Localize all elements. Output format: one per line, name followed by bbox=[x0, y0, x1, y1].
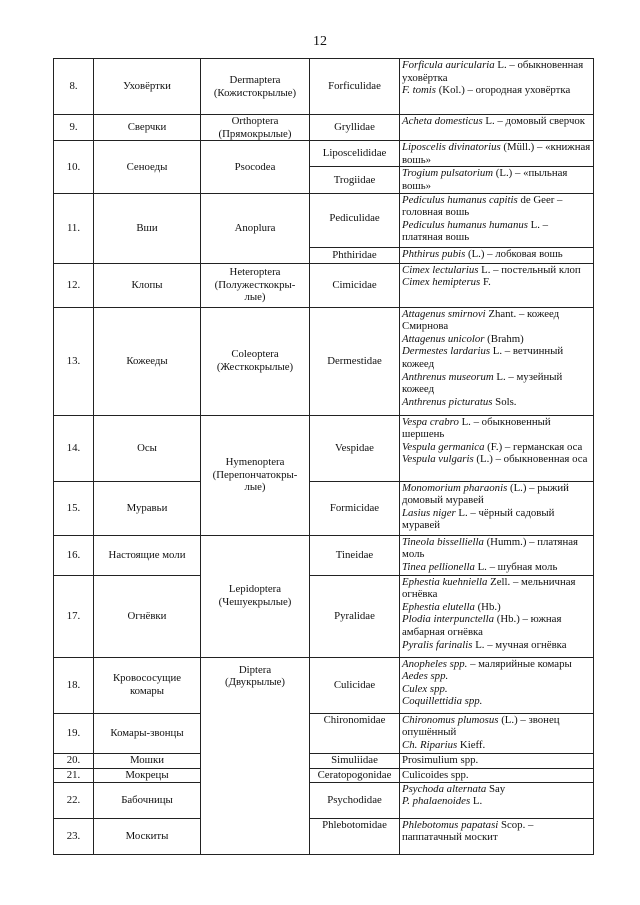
species-text: (Kol.) – огородная уховёртка bbox=[436, 84, 571, 97]
family-name: Liposcelididae bbox=[310, 141, 400, 167]
row-number: 19. bbox=[54, 713, 94, 753]
latin-name: Ch. Riparius bbox=[402, 738, 458, 751]
table-row bbox=[54, 59, 594, 115]
table-row bbox=[54, 782, 594, 818]
table-row bbox=[54, 818, 594, 854]
species-entry bbox=[402, 84, 591, 97]
species-entry bbox=[402, 248, 591, 261]
table-row bbox=[54, 307, 594, 415]
species-entry bbox=[402, 536, 591, 561]
species-text: (Hb.) bbox=[474, 600, 501, 613]
row-number: 15. bbox=[54, 481, 94, 535]
species-list bbox=[400, 481, 594, 535]
species-text: (L.) – звонец опушённый bbox=[402, 713, 560, 739]
latin-name: Chironomus plumosus bbox=[402, 713, 499, 726]
latin-name: Forficula auricularia bbox=[402, 59, 495, 71]
latin-name: Attagenus smirnovi bbox=[402, 307, 486, 320]
species-entry bbox=[402, 115, 591, 128]
table-row bbox=[54, 193, 594, 247]
species-entry bbox=[402, 371, 591, 396]
row-number: 9. bbox=[54, 115, 94, 141]
common-name: Комары-звонцы bbox=[94, 713, 201, 753]
latin-name: Pediculus humanus capitis bbox=[402, 193, 518, 206]
family-name: Gryllidae bbox=[310, 115, 400, 141]
table-row bbox=[54, 657, 594, 713]
family-name: Dermestidae bbox=[310, 307, 400, 415]
family-name: Psychodidae bbox=[310, 782, 400, 818]
latin-name: Vespula vulgaris bbox=[402, 453, 474, 466]
table-row bbox=[54, 141, 594, 167]
species-text: Sols. bbox=[492, 395, 517, 408]
species-list bbox=[400, 115, 594, 141]
latin-name: Attagenus unicolor bbox=[402, 332, 485, 345]
species-list bbox=[400, 753, 594, 768]
row-number: 12. bbox=[54, 263, 94, 307]
species-entry bbox=[402, 714, 591, 739]
table-row bbox=[54, 481, 594, 535]
row-number: 10. bbox=[54, 141, 94, 193]
family-name: Simuliidae bbox=[310, 753, 400, 768]
species-list bbox=[400, 307, 594, 415]
species-text: (Müll.) – «книжная вошь» bbox=[402, 141, 591, 166]
row-number: 22. bbox=[54, 782, 94, 818]
latin-name: Ephestia kuehniella bbox=[402, 575, 488, 588]
species-text: L. – обыкновенная уховёртка bbox=[402, 59, 584, 84]
species-text: (Brahm) bbox=[484, 332, 524, 345]
species-text: L. – ветчинный кожеед bbox=[402, 345, 564, 370]
species-text: L. bbox=[470, 795, 483, 808]
row-number: 14. bbox=[54, 415, 94, 481]
latin-name: Vespa crabro bbox=[402, 415, 459, 428]
table-row bbox=[54, 753, 594, 768]
latin-name: Tineola bisselliella bbox=[402, 535, 484, 548]
species-entry bbox=[402, 754, 591, 767]
common-name: Кровососущие комары bbox=[94, 657, 201, 713]
species-entry bbox=[402, 739, 591, 752]
species-text: (F.) – германская оса bbox=[484, 440, 583, 453]
species-text: Culicoides spp. bbox=[402, 768, 469, 781]
species-entry bbox=[402, 167, 591, 192]
species-text: L. – платяная вошь bbox=[402, 218, 549, 244]
species-text: Zhant. – кожеед Смирнова bbox=[402, 307, 560, 333]
common-name: Кожееды bbox=[94, 307, 201, 415]
family-name: Trogiidae bbox=[310, 167, 400, 193]
species-entry bbox=[402, 141, 591, 166]
species-list bbox=[400, 415, 594, 481]
family-name: Pyralidae bbox=[310, 575, 400, 657]
species-list bbox=[400, 575, 594, 657]
common-name: Мокрецы bbox=[94, 768, 201, 782]
latin-name: Lasius niger bbox=[402, 506, 456, 519]
species-list bbox=[400, 193, 594, 247]
order-name: Coleoptera (Жесткокрылые) bbox=[201, 307, 310, 415]
species-entry bbox=[402, 613, 591, 638]
order-name: Lepidoptera (Чешуекрылые) bbox=[201, 535, 310, 657]
species-text: L. – чёрный садовый муравей bbox=[402, 506, 555, 532]
row-number: 23. bbox=[54, 818, 94, 854]
species-entry bbox=[402, 683, 591, 696]
latin-name: Ephestia elutella bbox=[402, 600, 475, 613]
species-entry bbox=[402, 308, 591, 333]
species-text: (Hb.) – южная амбарная огнёвка bbox=[402, 613, 562, 638]
row-number: 20. bbox=[54, 753, 94, 768]
species-list bbox=[400, 59, 594, 115]
family-name: Formicidae bbox=[310, 481, 400, 535]
species-entry bbox=[402, 453, 591, 466]
latin-name: Acheta domesticus bbox=[402, 115, 483, 127]
species-entry bbox=[402, 276, 591, 289]
species-text: (L.) – лобковая вошь bbox=[465, 247, 563, 260]
species-list bbox=[400, 167, 594, 193]
order-name: Psocodea bbox=[201, 141, 310, 193]
species-list bbox=[400, 535, 594, 575]
species-list bbox=[400, 263, 594, 307]
species-text: – малярийные комары bbox=[467, 657, 572, 670]
species-entry bbox=[402, 819, 591, 844]
latin-name: Psychoda alternata bbox=[402, 782, 487, 795]
species-text: L. – музейный кожеед bbox=[402, 370, 563, 396]
species-text: Prosimulium spp. bbox=[402, 753, 479, 766]
latin-name: Tinea pellionella bbox=[402, 560, 475, 573]
species-text: (L.) – обыкновенная оса bbox=[473, 453, 588, 466]
latin-name: F. tomis bbox=[402, 84, 436, 97]
species-list bbox=[400, 713, 594, 753]
species-entry bbox=[402, 59, 591, 84]
family-name: Forficulidae bbox=[310, 59, 400, 115]
species-entry bbox=[402, 441, 591, 454]
species-entry bbox=[402, 345, 591, 370]
common-name: Осы bbox=[94, 415, 201, 481]
family-name: Phthiridae bbox=[310, 247, 400, 263]
common-name: Муравьи bbox=[94, 481, 201, 535]
species-entry bbox=[402, 783, 591, 796]
latin-name: Anthrenus museorum bbox=[402, 370, 494, 383]
species-entry bbox=[402, 658, 591, 671]
species-text: L. – обыкновенный шершень bbox=[402, 415, 551, 441]
common-name: Клопы bbox=[94, 263, 201, 307]
order-name: Hymenoptera (Перепончатокры- лые) bbox=[201, 415, 310, 535]
species-text: Say bbox=[486, 782, 506, 795]
species-text: Scop. – паппатачный москит bbox=[402, 818, 534, 844]
species-text: Kieff. bbox=[457, 738, 486, 751]
species-entry bbox=[402, 601, 591, 614]
order-name: Diptera (Двукрылые) bbox=[201, 657, 310, 854]
order-name: Heteroptera (Полужесткокры- лые) bbox=[201, 263, 310, 307]
row-number: 16. bbox=[54, 535, 94, 575]
latin-name: Coquillettidia spp. bbox=[402, 695, 483, 708]
family-name: Chironomidae bbox=[310, 713, 400, 753]
family-name: Tineidae bbox=[310, 535, 400, 575]
row-number: 11. bbox=[54, 193, 94, 263]
species-entry bbox=[402, 561, 591, 574]
common-name: Сверчки bbox=[94, 115, 201, 141]
species-entry bbox=[402, 639, 591, 652]
species-entry bbox=[402, 695, 591, 708]
species-text: (L.) – рыжий домовый муравей bbox=[402, 481, 569, 507]
latin-name: Anopheles spp. bbox=[402, 657, 468, 670]
common-name: Сеноеды bbox=[94, 141, 201, 193]
row-number: 8. bbox=[54, 59, 94, 115]
species-entry bbox=[402, 769, 591, 782]
latin-name: Anthrenus picturatus bbox=[402, 395, 493, 408]
species-entry bbox=[402, 576, 591, 601]
common-name: Огнёвки bbox=[94, 575, 201, 657]
row-number: 13. bbox=[54, 307, 94, 415]
species-list bbox=[400, 657, 594, 713]
species-entry bbox=[402, 219, 591, 244]
common-name: Москиты bbox=[94, 818, 201, 854]
species-list bbox=[400, 818, 594, 854]
species-text: Zell. – мельничная огнёвка bbox=[402, 575, 576, 601]
table-row bbox=[54, 575, 594, 657]
latin-name: Pyralis farinalis bbox=[402, 638, 473, 651]
row-number: 17. bbox=[54, 575, 94, 657]
family-name: Cimicidae bbox=[310, 263, 400, 307]
common-name: Мошки bbox=[94, 753, 201, 768]
species-list bbox=[400, 768, 594, 782]
order-name: Orthoptera (Прямокрылые) bbox=[201, 115, 310, 141]
latin-name: Monomorium pharaonis bbox=[402, 481, 508, 494]
family-name: Culicidae bbox=[310, 657, 400, 713]
table-row bbox=[54, 535, 594, 575]
latin-name: Pediculus humanus humanus bbox=[402, 218, 528, 231]
order-name: Anoplura bbox=[201, 193, 310, 263]
table-row bbox=[54, 263, 594, 307]
species-text: L. – шубная моль bbox=[474, 560, 558, 573]
common-name: Настоящие моли bbox=[94, 535, 201, 575]
row-number: 18. bbox=[54, 657, 94, 713]
species-text: F. bbox=[480, 276, 491, 289]
latin-name: Dermestes lardarius bbox=[402, 345, 491, 358]
table-row bbox=[54, 768, 594, 782]
species-list bbox=[400, 247, 594, 263]
page-number: 12 bbox=[313, 34, 327, 49]
species-entry bbox=[402, 507, 591, 532]
latin-name: Culex spp. bbox=[402, 682, 448, 695]
table-row bbox=[54, 115, 594, 141]
latin-name: Liposcelis divinatorius bbox=[402, 141, 501, 154]
species-entry bbox=[402, 194, 591, 219]
species-entry bbox=[402, 333, 591, 346]
species-entry bbox=[402, 795, 591, 808]
species-entry bbox=[402, 482, 591, 507]
species-entry bbox=[402, 264, 591, 277]
latin-name: Cimex lectularius bbox=[402, 263, 479, 276]
species-list bbox=[400, 782, 594, 818]
species-text: (L.) – «пыльная вошь» bbox=[402, 167, 568, 192]
species-list bbox=[400, 141, 594, 167]
latin-name: Phlebotomus papatasi bbox=[402, 818, 499, 831]
latin-name: P. phalaenoides bbox=[402, 795, 471, 808]
species-entry bbox=[402, 416, 591, 441]
latin-name: Trogium pulsatorium bbox=[402, 167, 494, 180]
species-text: L. – постельный клоп bbox=[478, 263, 581, 276]
common-name: Бабочницы bbox=[94, 782, 201, 818]
species-text: L. – домовый сверчок bbox=[482, 115, 586, 127]
latin-name: Phthirus pubis bbox=[402, 247, 466, 260]
latin-name: Cimex hemipterus bbox=[402, 276, 481, 289]
species-text: de Geer – головная вошь bbox=[402, 193, 563, 219]
row-number: 21. bbox=[54, 768, 94, 782]
family-name: Vespidae bbox=[310, 415, 400, 481]
insect-table bbox=[53, 58, 594, 855]
species-text: L. – мучная огнёвка bbox=[472, 638, 567, 651]
latin-name: Vespula germanica bbox=[402, 440, 485, 453]
common-name: Вши bbox=[94, 193, 201, 263]
species-text: (Humm.) – платяная моль bbox=[402, 535, 579, 561]
table-row bbox=[54, 415, 594, 481]
family-name: Ceratopogonidae bbox=[310, 768, 400, 782]
family-name: Phlebotomidae bbox=[310, 818, 400, 854]
latin-name: Plodia interpunctella bbox=[402, 613, 495, 626]
species-entry bbox=[402, 396, 591, 409]
latin-name: Aedes spp. bbox=[402, 670, 449, 683]
common-name: Уховёртки bbox=[94, 59, 201, 115]
order-name: Dermaptera (Кожистокрылые) bbox=[201, 59, 310, 115]
family-name: Pediculidae bbox=[310, 193, 400, 247]
table-row bbox=[54, 713, 594, 753]
species-entry bbox=[402, 670, 591, 683]
